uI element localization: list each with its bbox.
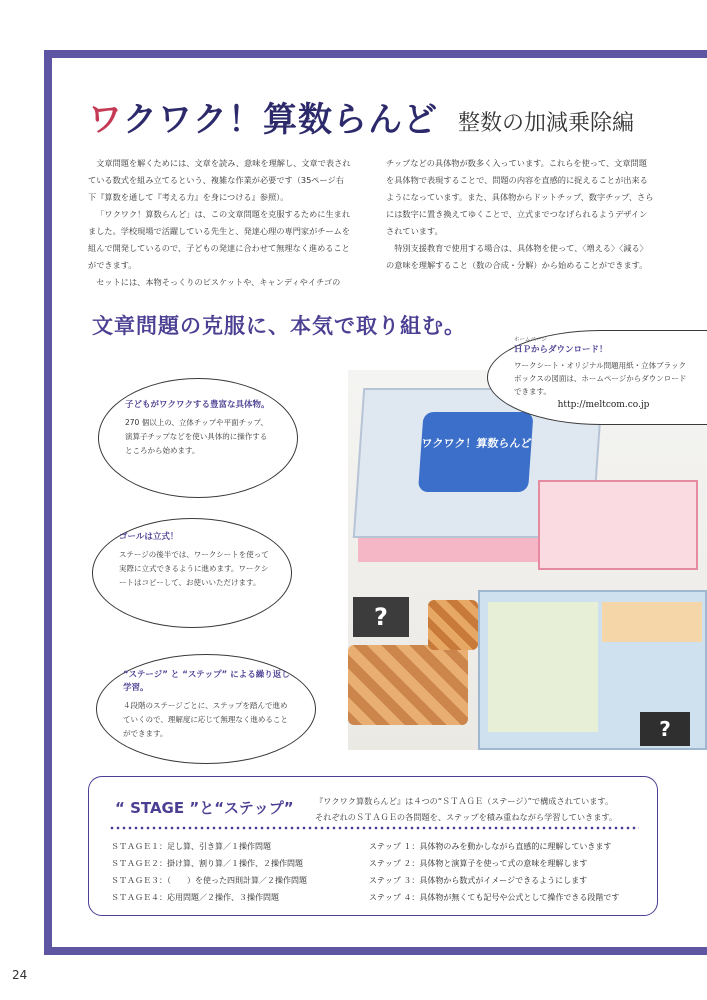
frame-bottom-border [44, 947, 707, 955]
repeat-bubble-text: ４段階のステージごとに、ステップを踏んで進めていくので、理解度に応じて無理なく進めることができます。 [123, 701, 288, 738]
board-shop [602, 602, 702, 642]
biscuit-chips-stack [428, 600, 478, 650]
page-number: 24 [12, 968, 28, 982]
goal-bubble [92, 518, 292, 628]
intro-paragraph: 特別支援教育で使用する場合は、具体物を使って、〈増える〉〈減る〉の意味を理解すること（数の合成・分解）から始めることができます。 [386, 243, 648, 270]
intro-paragraph: 文章問題を解くためには、文章を読み、意味を理解し、文章で表されている数式を組み立てるという、複雑な作業が必要です（35ページ右下『算数を通して『考える力』を身につける』参照）。 [88, 158, 351, 202]
stage-desc-line: 『ワクワク算数らんど』は４つの“ＳＴＡＧＥ（ステージ）”で構成されています。 [315, 796, 614, 806]
stage-item: ＳＴＡＧＥ２：掛け算、割り算／１操作、２操作問題 [111, 859, 303, 868]
concrete-bubble-title: 子どもがワクワクする豊富な具体物。 [125, 400, 270, 410]
frame-left-border [44, 50, 52, 955]
black-box-small: ? [640, 712, 690, 746]
goal-bubble-title: ゴールは立式！ [119, 532, 179, 542]
page-title [88, 92, 438, 141]
stage-desc-line: それぞれのＳＴＡＧＥの各問題を、ステップを積み重ねながら学習していきます。 [315, 812, 618, 822]
repeat-bubble-title: “ステージ” と “ステップ” による繰り返し学習。 [123, 670, 290, 693]
concrete-bubble-text: 270 個以上の、立体チップや平面チップ、演算子チップなどを使い具体的に操作するところから始めます。 [125, 418, 268, 455]
product-logo: ワクワク！算数らんど [418, 412, 534, 492]
step-item: ステップ １：具体物のみを動かしながら直感的に理解していきます [369, 842, 612, 851]
download-url-link[interactable]: http://meltcom.co.jp [557, 400, 650, 410]
title-rest: クワク！算数らんど [123, 100, 438, 140]
board-map [488, 602, 598, 732]
stage-box-description [315, 793, 617, 825]
frame-top-border [44, 50, 707, 58]
goal-bubble-text: ステージの後半では、ワークシートを使って実際に立式できるように進めます。ワークシートはコピーして、お使いいただけます。 [119, 550, 269, 587]
section-headline: 文章問題の克服に、本気で取り組む。 [92, 314, 466, 338]
intro-paragraph: チップなどの具体物が数多く入っています。これらを使って、文章問題を具体物で表現することで、問題の内容を直感的に捉えることが出来るようになっています。また、具体物からドットチップ、数字チップ、さらには数字に置き換えてゆくことで、立式までつなげられるようデザインされています。 [386, 158, 654, 236]
download-bubble-title: ＨＰからダウンロード！ [514, 345, 608, 355]
download-bubble-caption: ホームページ [514, 337, 547, 343]
stage-list [111, 838, 307, 906]
step-item: ステップ ２：具体物と演算子を使って式の意味を理解します [369, 859, 588, 868]
download-bubble-text: ワークシート・オリジナル問題用紙・立体ブラックボックスの図面は、ホームページからダウンロードできます。 [514, 361, 687, 396]
step-item: ステップ ３：具体物から数式がイメージできるようにします [369, 876, 588, 885]
product-photo [348, 370, 707, 750]
title-first-char: ワ [88, 100, 123, 140]
stage-box-title: “ STAGE ”と“ステップ” [115, 799, 294, 817]
stage-item: ＳＴＡＧＥ３：（ ）を使った四則計算／２操作問題 [111, 876, 307, 885]
repeat-learning-bubble [96, 654, 316, 764]
stage-item: ＳＴＡＧＥ４：応用問題／２操作、３操作問題 [111, 893, 279, 902]
dotted-divider [109, 826, 639, 830]
intro-paragraph: セットには、本物そっくりのビスケットや、キャンディやイチゴの [96, 277, 341, 287]
game-board [478, 590, 707, 750]
page-subtitle: 整数の加減乗除編 [458, 111, 635, 136]
stage-item: ＳＴＡＧＥ１：足し算、引き算／１操作問題 [111, 842, 271, 851]
worksheet-stack [538, 480, 698, 570]
intro-left-column [88, 155, 352, 291]
concrete-objects-bubble [98, 378, 298, 498]
intro-paragraph: 「ワクワク！算数らんど」は、この文章問題を克服するために生まれました。学校現場で活躍している先生と、発達心理の専門家がチームを組んで開発しているので、子どもの発達に合わせて無理なく進めることができます。 [88, 209, 351, 270]
black-box: ? [353, 597, 409, 637]
step-list [369, 838, 619, 906]
stage-step-box [88, 776, 658, 916]
download-bubble [487, 330, 707, 425]
intro-right-column [386, 155, 654, 274]
biscuit-chips [348, 645, 468, 725]
step-item: ステップ ４：具体物が無くても記号や公式として操作できる段階です [369, 893, 620, 902]
